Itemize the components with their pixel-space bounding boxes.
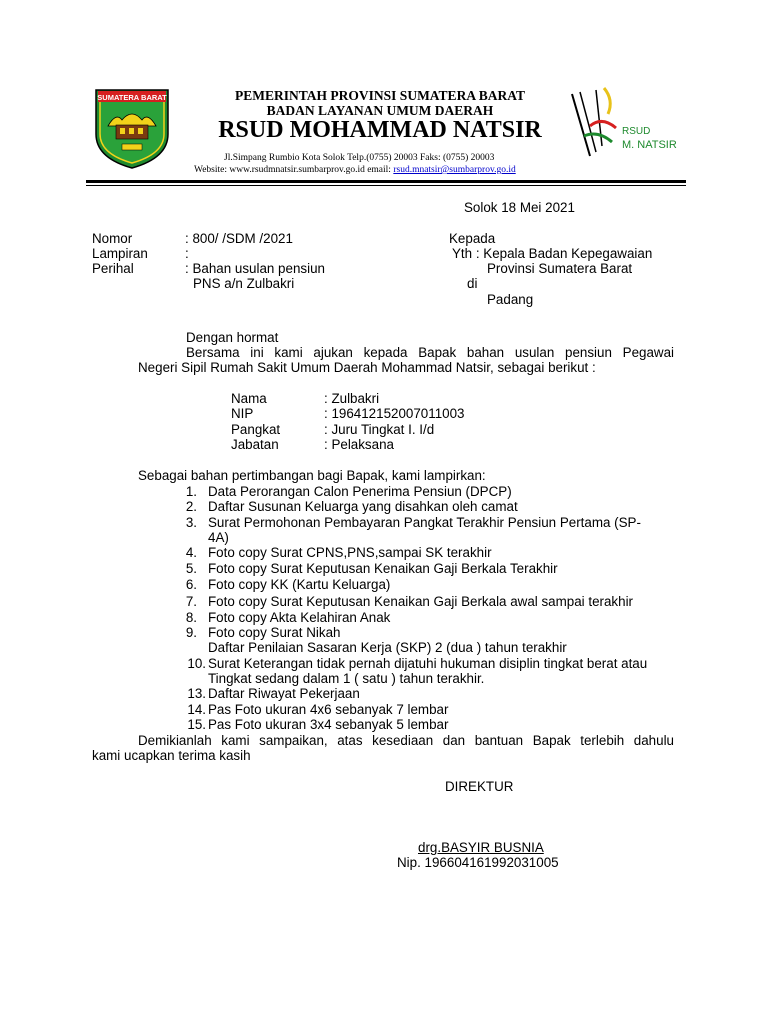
list-item: Foto copy Akta Kelahiran Anak [208,610,391,625]
list-number: 10. [187,656,206,671]
recipient-yth: Yth : Kepala Badan Kepegawaian [452,246,653,261]
list-item: Pas Foto ukuran 4x6 sebanyak 7 lembar [208,702,449,717]
list-item: Daftar Riwayat Pekerjaan [208,686,360,701]
closing-line1: Demikianlah kami sampaikan, atas kesediaan dan bantuan Bapak terlebih dahulu [138,733,674,748]
list-number: 14. [187,702,206,717]
list-number: 13. [187,686,206,701]
list-item: Foto copy Surat Keputusan Kenaikan Gaji Berkala Terakhir [208,561,558,576]
list-number: 8. [185,610,197,625]
list-number: 15. [187,717,206,732]
detail-label: Jabatan [231,437,279,452]
header-rule-thin [86,185,686,186]
nomor-value: : 800/ /SDM /2021 [185,231,293,246]
website-label: Website: www.rsudmnatsir.sumbarprov.go.id email: [194,165,394,175]
svg-text:M. NATSIR: M. NATSIR [622,139,677,151]
lampiran-value: : [185,246,189,261]
svg-text:RSUD: RSUD [622,126,651,137]
list-number: 3. [185,515,197,530]
list-item: Foto copy Surat Keputusan Kenaikan Gaji Berkala awal sampai terakhir [208,594,634,609]
signature-nip: Nip. 196604161992031005 [397,855,559,870]
list-item: Foto copy Surat CPNS,PNS,sampai SK terakhir [208,545,492,560]
list-item-continuation: Daftar Penilaian Sasaran Kerja (SKP) 2 (dua ) tahun terakhir [208,640,567,655]
signature-name: drg.BASYIR BUSNIA [418,840,544,855]
list-number: 2. [185,499,197,514]
list-item-continuation: Tingkat sedang dalam 1 ( satu ) tahun terakhir. [208,671,485,686]
list-item: Daftar Susunan Keluarga yang disahkan oleh camat [208,499,518,514]
perihal-value: : Bahan usulan pensiun [185,261,325,276]
greeting: Dengan hormat [186,330,279,345]
detail-value: : 196412152007011003 [324,406,465,421]
recipient-di: di [467,276,478,291]
perihal-label: Perihal [92,261,134,276]
place-date: Solok 18 Mei 2021 [464,200,575,215]
recipient-kepada: Kepada [449,231,496,246]
list-number: 5. [185,561,197,576]
list-item-continuation: 4A) [208,530,229,545]
detail-label: Nama [231,391,267,406]
svg-text:SUMATERA BARAT: SUMATERA BARAT [97,93,167,102]
signature-title: DIREKTUR [445,779,514,794]
list-item: Foto copy KK (Kartu Keluarga) [208,577,391,592]
letterhead-contact [194,165,516,175]
list-item: Pas Foto ukuran 3x4 sebanyak 5 lembar [208,717,449,732]
lampiran-label: Lampiran [92,246,148,261]
detail-value: : Pelaksana [324,437,394,452]
email-link[interactable]: rsud.mnatsir@sumbarprov.go.id [393,165,516,175]
recipient-city: Padang [487,292,534,307]
intro-line1: Bersama ini kami ajukan kepada Bapak bahan usulan pensiun Pegawai [186,345,674,360]
detail-value: : Juru Tingkat I. I/d [324,422,435,437]
detail-label: NIP [231,406,254,421]
letterhead-line1: PEMERINTAH PROVINSI SUMATERA BARAT [235,88,525,103]
detail-value: : Zulbakri [324,391,380,406]
list-item: Surat Permohonan Pembayaran Pangkat Terakhir Pensiun Pertama (SP- [208,515,641,530]
recipient-province: Provinsi Sumatera Barat [487,261,633,276]
list-number: 1. [185,484,197,499]
list-item: Foto copy Surat Nikah [208,625,341,640]
list-number: 9. [185,625,197,640]
list-item: Data Perorangan Calon Penerima Pensiun (DPCP) [208,484,512,499]
list-item: Surat Keterangan tidak pernah dijatuhi hukuman disiplin tingkat berat atau [208,656,648,671]
nomor-label: Nomor [92,231,133,246]
intro-line2: Negeri Sipil Rumah Sakit Umum Daerah Mohammad Natsir, sebagai berikut : [138,360,596,375]
sumatera-barat-logo [92,88,172,170]
letterhead-line2: BADAN LAYANAN UMUM DAERAH [266,103,494,118]
letterhead-title: RSUD MOHAMMAD NATSIR [218,117,542,143]
header-rule-thick [86,180,686,183]
perihal-value-cont: PNS a/n Zulbakri [193,276,295,291]
detail-label: Pangkat [231,422,281,437]
list-number: 7. [185,594,197,609]
closing-line2: kami ucapkan terima kasih [92,748,251,763]
rsud-natsir-logo [566,86,678,166]
letterhead-address: Jl.Simpang Rumbio Kota Solok Telp.(0755) 20003 Faks: (0755) 20003 [224,153,495,163]
attachment-intro: Sebagai bahan pertimbangan bagi Bapak, kami lampirkan: [138,468,486,483]
list-number: 4. [185,545,197,560]
list-number: 6. [185,577,197,592]
